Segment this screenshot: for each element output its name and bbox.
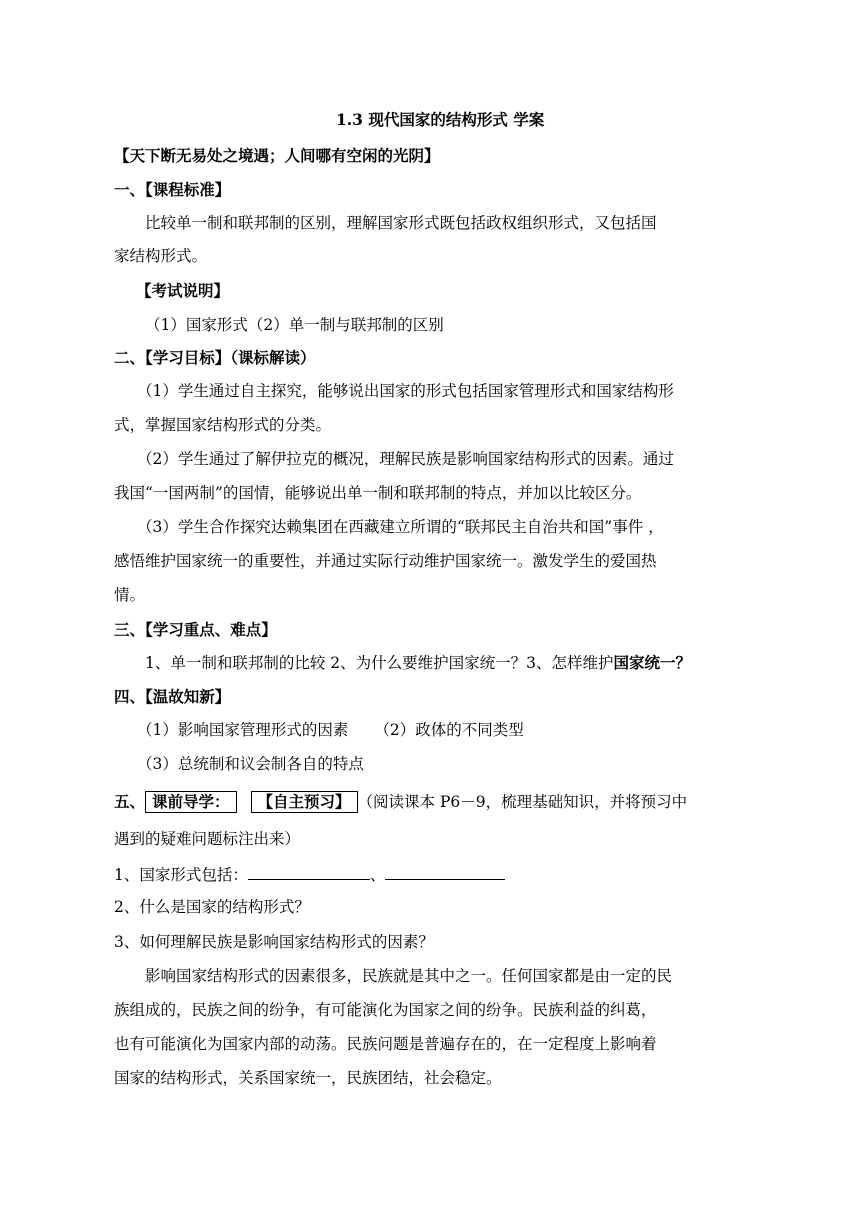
preview-instructions-cont: 遇到的疑难问题标注出来） [114,830,301,848]
goal-1-line-2: 式，掌握国家结构形式的分类。 [114,416,332,434]
section-4-heading: 四、【温故知新】 [114,687,231,706]
page-title: 1.3 现代国家的结构形式 学案 [336,110,545,129]
pre-class-guide-box: 课前导学： [145,791,237,813]
preview-instructions: （阅读课本 P6－9，梳理基础知识，并将预习中 [357,793,688,811]
goal-2-line-1: （2）学生通过了解伊拉克的概况，理解民族是影响国家结构形式的因素。通过 [137,450,674,468]
review-item-3: （3）总统制和议会制各自的特点 [137,755,364,773]
exam-description-heading: 【考试说明】 [136,281,230,300]
key-points-text [145,653,691,673]
answer-blank-1[interactable] [248,863,370,880]
section-5-heading-line [114,791,687,813]
course-standard-line-2: 家结构形式。 [114,247,208,265]
answer-paragraph-line-3: 也有可能演化为国家内部的动荡。民族问题是普遍存在的，在一定程度上影响着 [114,1035,657,1053]
goal-3-line-2: 感悟维护国家统一的重要性，并通过实际行动维护国家统一。激发学生的爱国热 [114,552,657,570]
goal-3-line-3: 情。 [114,586,146,604]
goal-3-line-1: （3）学生合作探究达赖集团在西藏建立所谓的“联邦民主自治共和国”事件 ， [137,518,664,536]
section-3-heading: 三、【学习重点、难点】 [114,620,277,639]
question-1-separator: 、 [369,866,386,884]
goal-2-line-2: 我国“一国两制”的国情，能够说出单一制和联邦制的特点，并加以比较区分。 [114,484,642,502]
section-2-heading: 二、【学习目标】（课标解读） [114,348,316,367]
goal-1-line-1: （1）学生通过自主探究，能够说出国家的形式包括国家管理形式和国家结构形 [137,382,674,400]
review-item-2-text: （2）政体的不同类型 [374,721,524,739]
answer-paragraph-line-2: 族组成的，民族之间的纷争，有可能演化为国家之间的纷争。民族利益的纠葛， [114,1001,657,1019]
answer-blank-2[interactable] [385,863,505,880]
review-item-1-text: （1）影响国家管理形式的因素 [137,721,349,739]
exam-description-text: （1）国家形式（2）单一制与联邦制的区别 [145,316,444,334]
key-points-bold-end: 国家统一？ [613,653,692,672]
answer-paragraph-line-1: 影响国家结构形式的因素很多，民族就是其中之一。任何国家都是由一定的民 [145,967,673,985]
course-standard-line-1: 比较单一制和联邦制的区别，理解国家形式既包括政权组织形式，又包括国 [145,214,657,232]
review-item-1 [137,720,524,740]
answer-paragraph-line-4: 国家的结构形式，关系国家统一，民族团结，社会稳定。 [114,1069,502,1087]
question-2: 2、什么是国家的结构形式？ [114,898,310,916]
question-1 [114,863,505,885]
key-points-main: 1、单一制和联邦制的比较 2、为什么要维护国家统一？3、怎样维护 [145,654,614,672]
self-preview-box: 【自主预习】 [251,791,358,813]
section-5-prefix: 五、 [114,792,146,811]
question-3: 3、如何理解民族是影响国家结构形式的因素？ [114,933,434,951]
motto: 【天下断无易处之境遇；人间哪有空闲的光阴】 [114,146,440,165]
question-1-text: 1、国家形式包括： [114,866,248,884]
section-1-heading: 一、【课程标准】 [114,180,231,199]
